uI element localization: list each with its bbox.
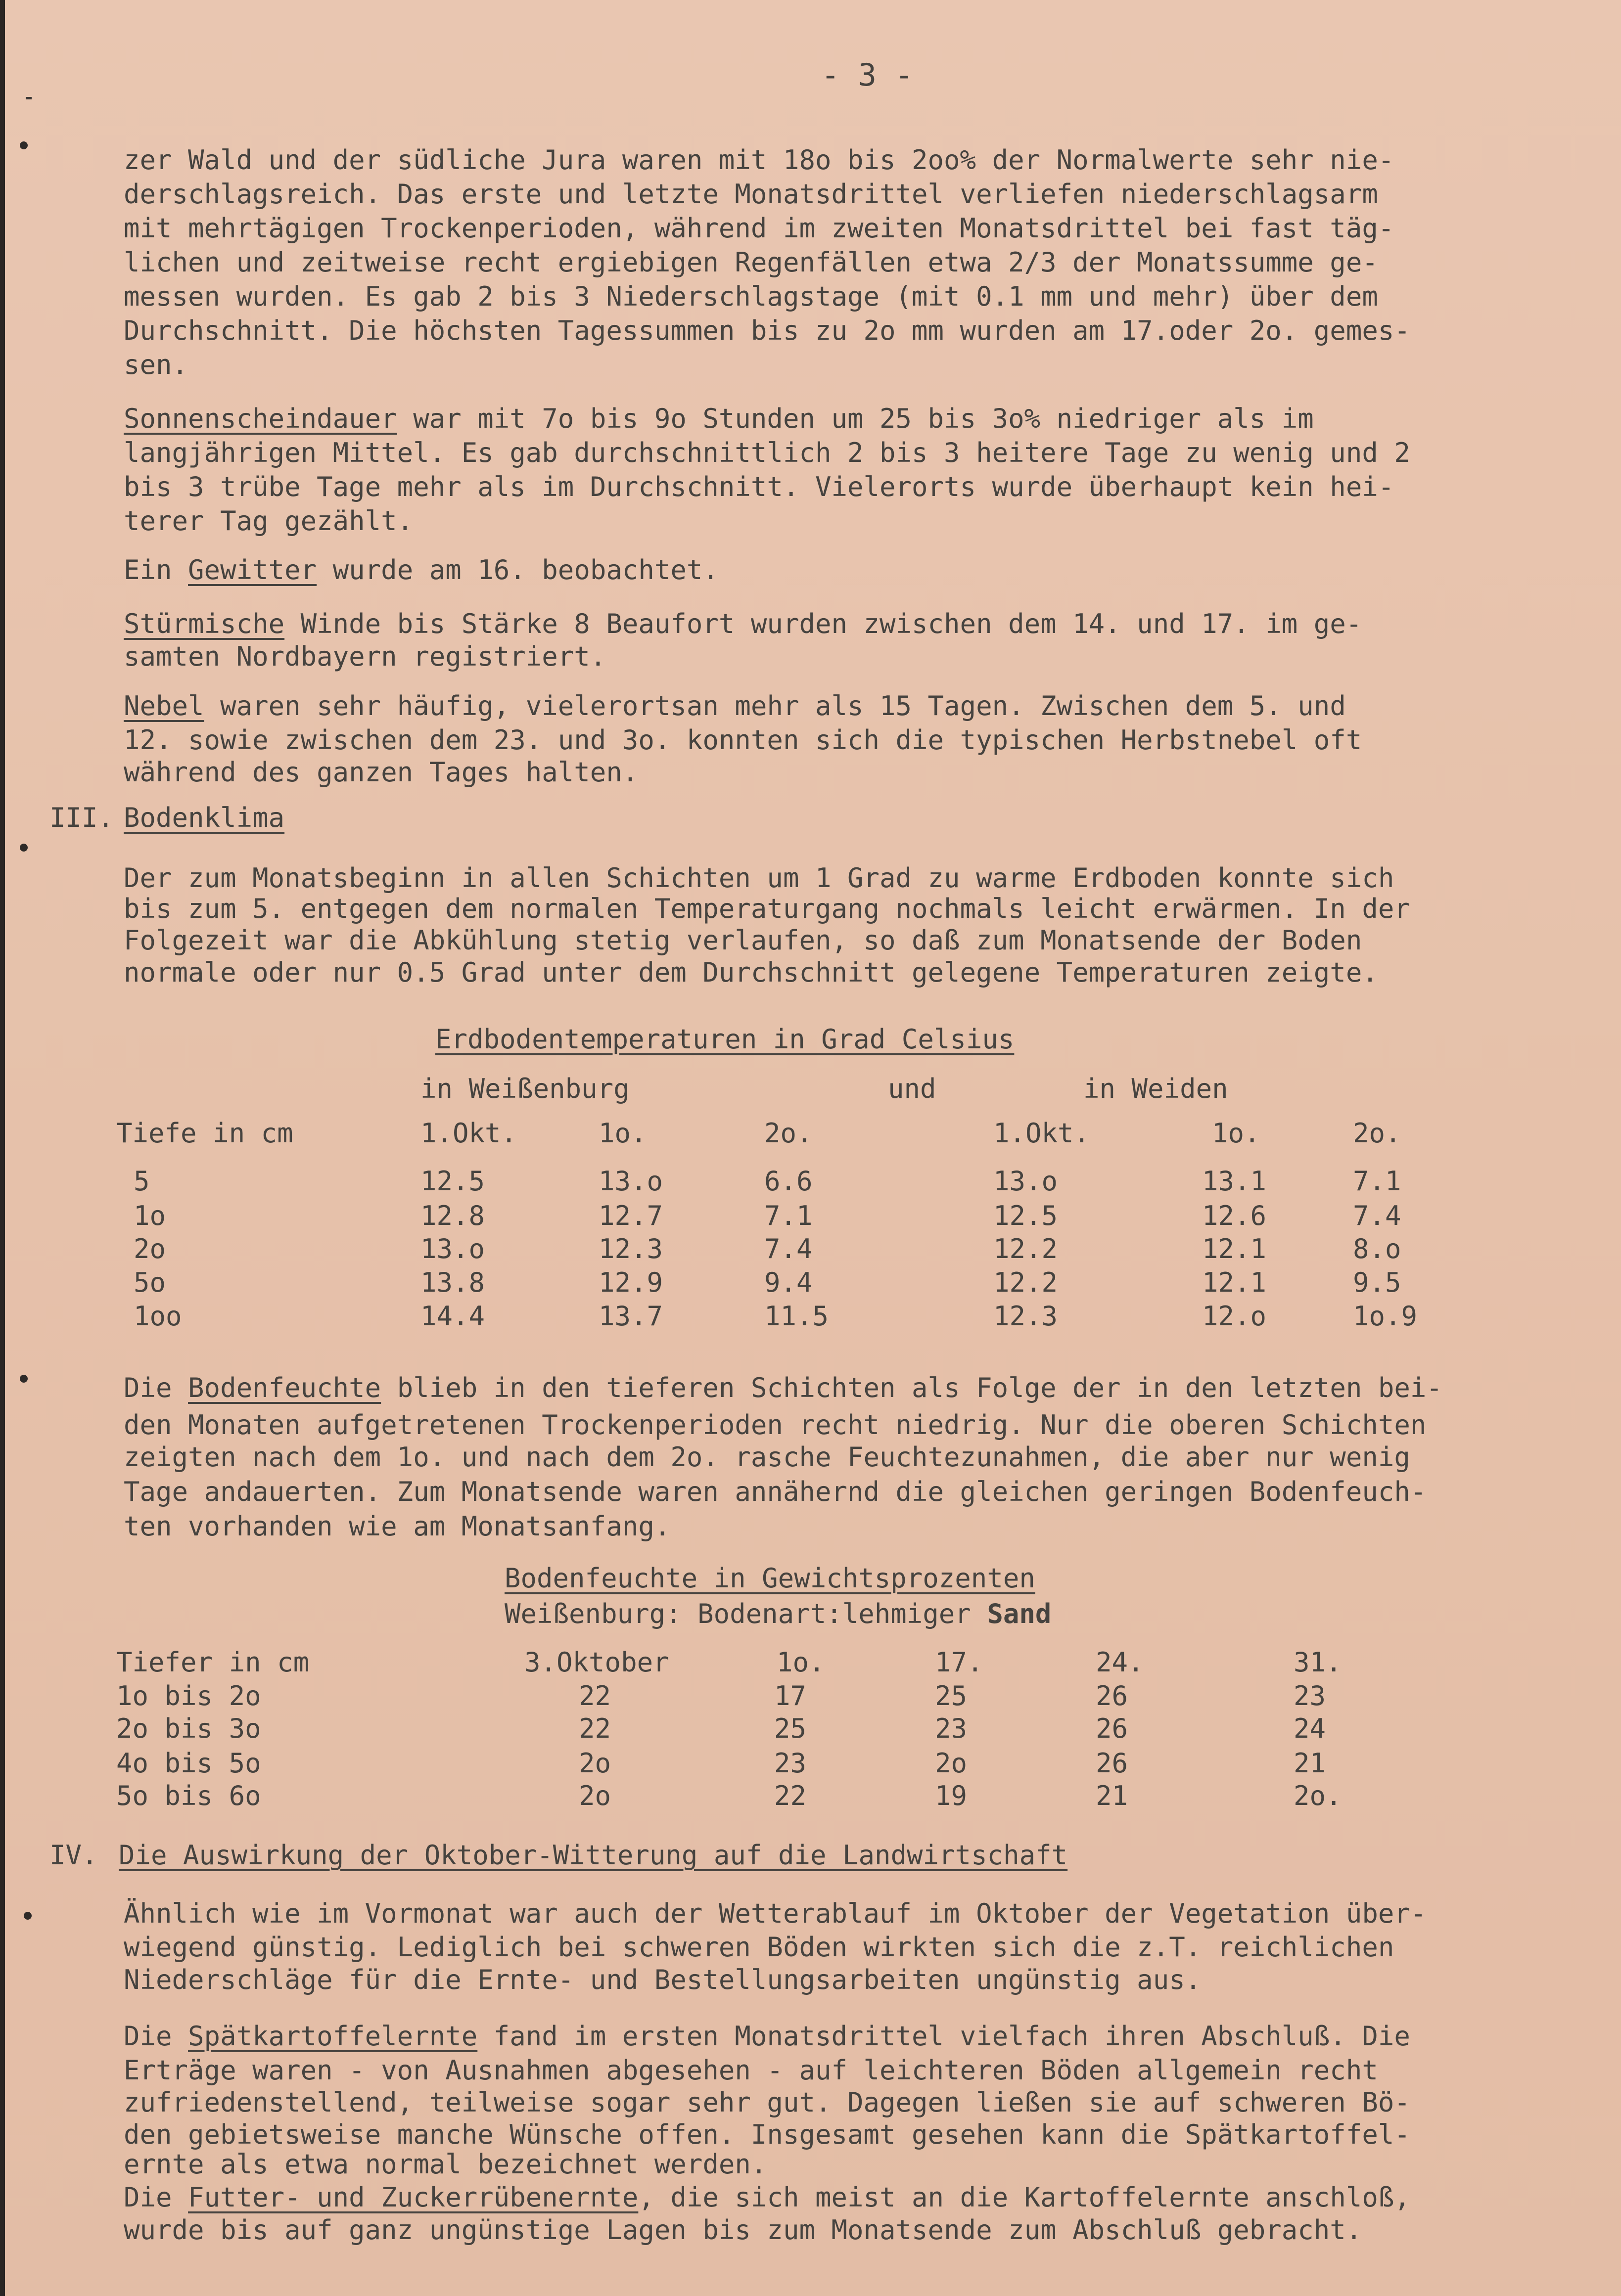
moisture-cell: 26 <box>1096 1713 1128 1744</box>
temperature-cell: 12.8 <box>420 1200 485 1231</box>
moisture-cell: 25 <box>935 1680 968 1711</box>
punch-hole <box>20 141 28 149</box>
text-line: Niederschläge für die Ernte- und Bestellungsarbeiten ungünstig aus. <box>124 1964 1202 1995</box>
moisture-cell: 17 <box>774 1680 807 1711</box>
text-line: während des ganzen Tages halten. <box>124 757 639 788</box>
paragraph-first-line: Die Bodenfeuchte blieb in den tieferen Schichten als Folge der in den letzten bei- <box>124 1372 1442 1403</box>
table-subtitle: Weißenburg: Bodenart:lehmiger Sand <box>505 1598 1052 1629</box>
moisture-cell: 26 <box>1096 1680 1128 1711</box>
text-line: lichen und zeitweise recht ergiebigen Regenfällen etwa 2/3 der Monatssumme ge- <box>124 247 1378 278</box>
column-header: 24. <box>1096 1647 1144 1678</box>
moisture-cell: 21 <box>1294 1748 1326 1779</box>
text-line: normale oder nur 0.5 Grad unter dem Durchschnitt gelegene Temperaturen zeigte. <box>124 957 1378 988</box>
text-line: Der zum Monatsbeginn in allen Schichten um 1 Grad zu warme Erdboden konnte sich <box>124 862 1394 894</box>
column-header: 1o. <box>1212 1118 1260 1149</box>
station-label: in Weißenburg <box>420 1073 630 1104</box>
temperature-cell: 12.2 <box>993 1233 1058 1264</box>
column-header: 2o. <box>1353 1118 1401 1149</box>
moisture-cell: 2o <box>579 1748 611 1779</box>
temperature-cell: 1o.9 <box>1353 1301 1418 1332</box>
keyword-gewitter: Gewitter <box>188 554 317 585</box>
text-line: Durchschnitt. Die höchsten Tagessummen bis zu 2o mm wurden am 17.oder 2o. gemes- <box>124 315 1410 346</box>
temperature-cell: 7.1 <box>1353 1166 1401 1197</box>
moisture-cell: 23 <box>774 1748 807 1779</box>
table-title: Erdbodentemperaturen in Grad Celsius <box>435 1024 1015 1055</box>
temperature-cell: 12.6 <box>1202 1200 1267 1231</box>
text-line: bis 3 trübe Tage mehr als im Durchschnitt. Vielerorts wurde überhaupt kein hei- <box>124 471 1394 502</box>
table-title: Bodenfeuchte in Gewichtsprozenten <box>505 1563 1035 1594</box>
punch-hole <box>20 1375 28 1383</box>
section-heading: Die Auswirkung der Oktober-Witterung auf die Landwirtschaft <box>119 1840 1068 1871</box>
temperature-cell: 7.4 <box>1353 1200 1401 1231</box>
column-header: Tiefer in cm <box>116 1647 310 1678</box>
text-line: 12. sowie zwischen dem 23. und 3o. konnten sich die typischen Herbstnebel oft <box>124 724 1362 756</box>
text-line: ernte als etwa normal bezeichnet werden. <box>124 2149 767 2180</box>
moisture-cell: 2o <box>579 1780 611 1811</box>
temperature-cell: 12.1 <box>1202 1267 1267 1298</box>
column-header: 17. <box>935 1647 983 1678</box>
punch-hole <box>24 1912 32 1920</box>
depth-cell: 1oo <box>134 1301 182 1332</box>
text-line: zufriedenstellend, teilweise sogar sehr gut. Dagegen ließen sie auf schweren Bö- <box>124 2087 1410 2118</box>
temperature-cell: 12.o <box>1202 1301 1267 1332</box>
temperature-cell: 13.7 <box>599 1301 663 1332</box>
keyword-bodenfeuchte: Bodenfeuchte <box>188 1372 381 1403</box>
temperature-cell: 13.o <box>599 1166 663 1197</box>
text-line: ten vorhanden wie am Monatsanfang. <box>124 1511 671 1542</box>
paragraph-first-line: Die Spätkartoffelernte fand im ersten Monatsdrittel vielfach ihren Abschluß. Die <box>124 2021 1410 2052</box>
text-line: bis zum 5. entgegen dem normalen Temperaturgang nochmals leicht erwärmen. In der <box>124 893 1410 924</box>
moisture-cell: 23 <box>1294 1680 1326 1711</box>
moisture-cell: 24 <box>1294 1713 1326 1744</box>
keyword-futter-zuckerruebenernte: Futter- und Zuckerrübenernte <box>188 2182 639 2213</box>
temperature-cell: 13.o <box>420 1233 485 1264</box>
temperature-cell: 9.4 <box>764 1267 813 1298</box>
moisture-cell: 2o. <box>1294 1780 1342 1811</box>
section-numeral: IV. <box>49 1840 98 1871</box>
temperature-cell: 13.8 <box>420 1267 485 1298</box>
margin-mark <box>26 97 32 99</box>
temperature-cell: 11.5 <box>764 1301 829 1332</box>
paragraph-line: Ein Gewitter wurde am 16. beobachtet. <box>124 554 719 585</box>
depth-cell: 5o <box>134 1267 166 1298</box>
keyword-nebel: Nebel <box>124 690 204 721</box>
depth-cell: 1o <box>134 1200 166 1231</box>
moisture-cell: 25 <box>774 1713 807 1744</box>
column-header: 31. <box>1294 1647 1342 1678</box>
text-line: zeigten nach dem 1o. und nach dem 2o. rasche Feuchtezunahmen, die aber nur wenig <box>124 1441 1410 1473</box>
depth-cell: 2o bis 3o <box>116 1713 261 1744</box>
page-left-edge <box>0 0 5 2296</box>
temperature-cell: 7.4 <box>764 1233 813 1264</box>
moisture-cell: 2o <box>935 1748 968 1779</box>
moisture-cell: 23 <box>935 1713 968 1744</box>
depth-cell: 5o bis 6o <box>116 1780 261 1811</box>
text-line: zer Wald und der südliche Jura waren mit 18o bis 2oo% der Normalwerte sehr nie- <box>124 144 1394 176</box>
text-line: sen. <box>124 349 188 380</box>
page-number: - 3 - <box>821 57 914 93</box>
text-line: terer Tag gezählt. <box>124 505 414 537</box>
depth-cell: 5 <box>134 1166 150 1197</box>
text-line: wurde bis auf ganz ungünstige Lagen bis zum Monatsende zum Abschluß gebracht. <box>124 2214 1362 2246</box>
column-header: 1.Okt. <box>993 1118 1090 1149</box>
temperature-cell: 13.o <box>993 1166 1058 1197</box>
text-line: Folgezeit war die Abkühlung stetig verlaufen, so daß zum Monatsende der Boden <box>124 925 1362 956</box>
temperature-cell: 12.3 <box>599 1233 663 1264</box>
section-numeral: III. <box>49 802 114 833</box>
temperature-cell: 6.6 <box>764 1166 813 1197</box>
temperature-cell: 14.4 <box>420 1301 485 1332</box>
moisture-cell: 26 <box>1096 1748 1128 1779</box>
temperature-cell: 12.9 <box>599 1267 663 1298</box>
moisture-cell: 21 <box>1096 1780 1128 1811</box>
depth-cell: 4o bis 5o <box>116 1748 261 1779</box>
column-header: 1o. <box>777 1647 825 1678</box>
text-line: samten Nordbayern registriert. <box>124 641 606 672</box>
paragraph-first-line: Die Futter- und Zuckerrübenernte, die sich meist an die Kartoffelernte anschloß, <box>124 2182 1410 2213</box>
paragraph-first-line: Sonnenscheindauer war mit 7o bis 9o Stunden um 25 bis 3o% niedriger als im <box>124 403 1314 434</box>
text-line: den Monaten aufgetretenen Trockenperioden recht niedrig. Nur die oberen Schichten <box>124 1409 1427 1441</box>
text-line: derschlagsreich. Das erste und letzte Monatsdrittel verliefen niederschlagsarm <box>124 179 1378 210</box>
column-header: 3.Oktober <box>524 1647 669 1678</box>
moisture-cell: 19 <box>935 1780 968 1811</box>
text-line: den gebietsweise manche Wünsche offen. Insgesamt gesehen kann die Spätkartoffel- <box>124 2119 1410 2150</box>
depth-cell: 1o bis 2o <box>116 1680 261 1711</box>
column-header: 2o. <box>764 1118 813 1149</box>
section-heading: Bodenklima <box>124 802 285 833</box>
text-line: wiegend günstig. Lediglich bei schweren Böden wirkten sich die z.T. reichlichen <box>124 1932 1394 1963</box>
keyword-spaetkartoffelernte: Spätkartoffelernte <box>188 2021 478 2052</box>
temperature-cell: 7.1 <box>764 1200 813 1231</box>
punch-hole <box>20 844 28 852</box>
temperature-cell: 8.o <box>1353 1233 1401 1264</box>
text-line: Ähnlich wie im Vormonat war auch der Wetterablauf im Oktober der Vegetation über- <box>124 1898 1427 1929</box>
paragraph-first-line: Stürmische Winde bis Stärke 8 Beaufort wurden zwischen dem 14. und 17. im ge- <box>124 608 1362 639</box>
temperature-cell: 12.5 <box>993 1200 1058 1231</box>
text-line: Tage andauerten. Zum Monatsende waren annähernd die gleichen geringen Bodenfeuch- <box>124 1476 1427 1507</box>
station-label: in Weiden <box>1083 1073 1228 1104</box>
moisture-cell: 22 <box>579 1713 611 1744</box>
paragraph-first-line: Nebel waren sehr häufig, vielerortsan mehr als 15 Tagen. Zwischen dem 5. und <box>124 690 1346 721</box>
text-line: messen wurden. Es gab 2 bis 3 Niederschlagstage (mit 0.1 mm und mehr) über dem <box>124 281 1378 312</box>
temperature-cell: 12.2 <box>993 1267 1058 1298</box>
conjunction: und <box>888 1073 936 1104</box>
temperature-cell: 12.1 <box>1202 1233 1267 1264</box>
column-header: Tiefe in cm <box>116 1118 293 1149</box>
column-header: 1.Okt. <box>420 1118 517 1149</box>
text-line: langjährigen Mittel. Es gab durchschnittlich 2 bis 3 heitere Tage zu wenig und 2 <box>124 437 1410 468</box>
depth-cell: 2o <box>134 1233 166 1264</box>
temperature-cell: 12.3 <box>993 1301 1058 1332</box>
temperature-cell: 9.5 <box>1353 1267 1401 1298</box>
moisture-cell: 22 <box>579 1680 611 1711</box>
keyword-sonnenscheindauer: Sonnenscheindauer <box>124 403 397 434</box>
temperature-cell: 12.7 <box>599 1200 663 1231</box>
column-header: 1o. <box>599 1118 647 1149</box>
keyword-stuermische: Stürmische <box>124 608 285 639</box>
temperature-cell: 12.5 <box>420 1166 485 1197</box>
temperature-cell: 13.1 <box>1202 1166 1267 1197</box>
text-line: Erträge waren - von Ausnahmen abgesehen - auf leichteren Böden allgemein recht <box>124 2055 1378 2086</box>
moisture-cell: 22 <box>774 1780 807 1811</box>
text-line: mit mehrtägigen Trockenperioden, während im zweiten Monatsdrittel bei fast täg- <box>124 213 1394 244</box>
